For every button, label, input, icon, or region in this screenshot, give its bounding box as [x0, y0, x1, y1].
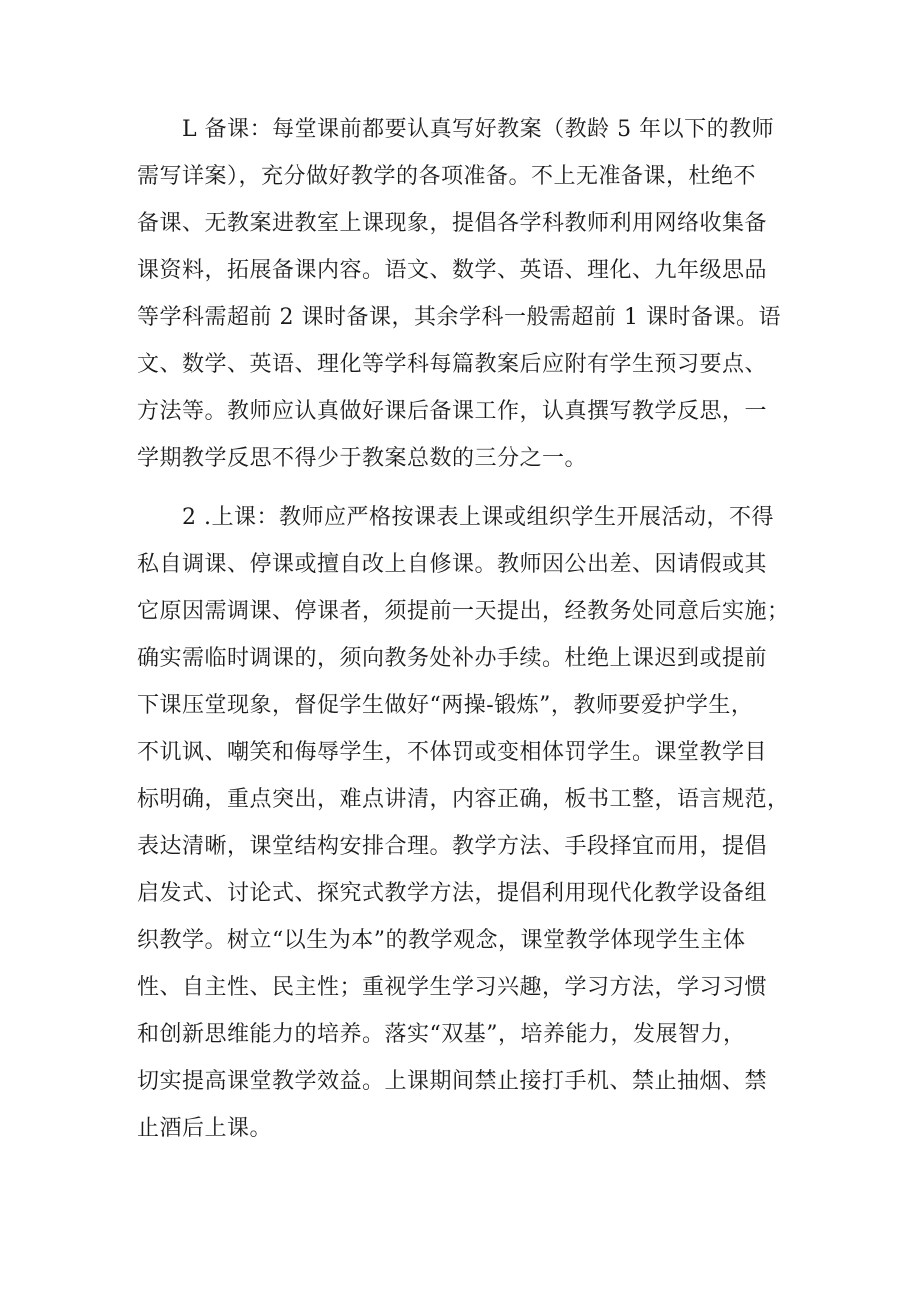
text-line: 启发式、讨论式、探究式教学方法，提倡利用现代化教学设备组: [137, 881, 768, 906]
text-line: 织教学。树立“以生为本”的教学观念，课堂教学体现学生主体: [137, 928, 746, 953]
text-line: 标明确，重点突出，难点讲清，内容正确，板书工整，语言规范，: [137, 787, 790, 812]
text-line: 课资料，拓展备课内容。语文、数学、英语、理化、九年级思品: [137, 258, 768, 283]
text-line: 私自调课、停课或擅自改上自修课。教师因公出差、因请假或其: [137, 552, 768, 577]
text-line: 止酒后上课。: [137, 1116, 273, 1141]
text-line: L 备课：每堂课前都要认真写好教案（教龄 5 年以下的教师: [182, 117, 775, 142]
text-line: 和创新思维能力的培养。落实“双基”，培养能力，发展智力，: [137, 1022, 746, 1047]
text-line: 方法等。教师应认真做好课后备课工作，认真撰写教学反思，一: [137, 399, 768, 424]
text-line: 学期教学反思不得少于教案总数的三分之一。: [137, 446, 588, 471]
text-line: 表达清晰，课堂结构安排合理。教学方法、手段择宜而用，提倡: [137, 834, 768, 859]
text-line: 性、自主性、民主性；重视学生学习兴趣，学习方法，学习习惯: [137, 975, 768, 1000]
text-line: 文、数学、英语、理化等学科每篇教案后应附有学生预习要点、: [137, 352, 768, 377]
text-line: 需写详案），充分做好教学的各项准备。不上无准备课，杜绝不: [137, 164, 757, 189]
text-line: 不讥讽、嘲笑和侮辱学生，不体罚或变相体罚学生。课堂教学目: [137, 740, 768, 765]
text-line: 确实需临时调课的，须向教务处补办手续。杜绝上课迟到或提前: [137, 646, 768, 671]
text-line: 它原因需调课、停课者，须提前一天提出，经教务处同意后实施；: [137, 599, 790, 624]
text-line: 下课压堂现象，督促学生做好“两操-锻炼”，教师要爱护学生，: [137, 693, 754, 718]
text-line: 备课、无教案进教室上课现象，提倡各学科教师利用网络收集备: [137, 211, 768, 236]
text-line: 切实提高课堂教学效益。上课期间禁止接打手机、禁止抽烟、禁: [137, 1069, 768, 1094]
text-line: 2 .上课：教师应严格按课表上课或组织学生开展活动，不得: [182, 505, 774, 530]
text-line: 等学科需超前 2 课时备课，其余学科一般需超前 1 课时备课。语: [137, 305, 781, 330]
